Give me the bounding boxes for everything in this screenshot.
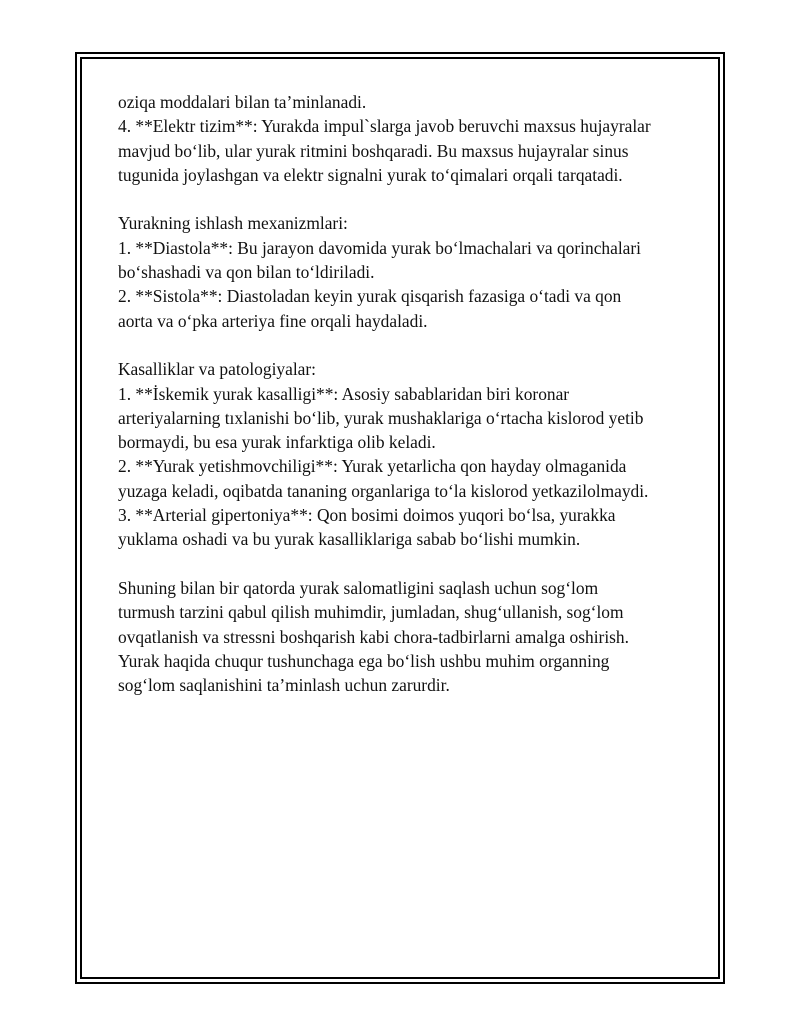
text-line: Shuning bilan bir qatorda yurak salomatligini saqlash uchun sog‘lom: [118, 577, 599, 598]
text-line: ovqatlanish va stressni boshqarish kabi chora-tadbirlarni amalga oshirish.: [118, 626, 629, 647]
text-line: turmush tarzini qabul qilish muhimdir, jumladan, shug‘ullanish, sog‘lom: [118, 602, 624, 623]
section-heading: Kasalliklar va patologiyalar:: [118, 359, 316, 380]
text-line: bormaydi, bu esa yurak infarktiga olib keladi.: [118, 432, 436, 453]
text-line: tugunida joylashgan va elektr signalni yurak to‘qimalari orqali tarqatadi.: [118, 164, 623, 185]
paragraph-spacer: [118, 187, 698, 211]
text-line: 3. **Arterial gipertoniya**: Qon bosimi doimos yuqori bo‘lsa, yurakka: [118, 505, 616, 526]
paragraph-spacer: [118, 552, 698, 576]
paragraph-heart-electrical-system: [118, 90, 698, 187]
text-line: 2. **Yurak yetishmovchiligi**: Yurak yetarlicha qon hayday olmaganida: [118, 456, 627, 477]
document-body: [118, 90, 698, 697]
text-line: 1. **Diastola**: Bu jarayon davomida yurak bo‘lmachalari va qorinchalari: [118, 237, 642, 258]
text-line: yuklama oshadi va bu yurak kasalliklariga sabab bo‘lishi mumkin.: [118, 529, 581, 550]
text-line: 4. **Elektr tizim**: Yurakda impul`slarga javob beruvchi maxsus hujayralar: [118, 116, 651, 137]
text-line: mavjud bo‘lib, ular yurak ritmini boshqaradi. Bu maxsus hujayralar sinus: [118, 140, 629, 161]
text-line: arteriyalarning tıxlanishi bo‘lib, yurak mushaklariga o‘rtacha kislorod yetib: [118, 407, 644, 428]
text-line: sog‘lom saqlanishini ta’minlash uchun zarurdir.: [118, 675, 450, 696]
paragraph-diseases: [118, 357, 698, 551]
text-line: yuzaga keladi, oqibatda tananing organlariga to‘la kislorod yetkazilolmaydi.: [118, 480, 649, 501]
paragraph-conclusion: [118, 576, 698, 697]
text-line: bo‘shashadi va qon bilan to‘ldiriladi.: [118, 262, 375, 283]
paragraph-heart-mechanisms: [118, 211, 698, 332]
paragraph-spacer: [118, 333, 698, 357]
text-line: oziqa moddalari bilan ta’minlanadi.: [118, 92, 367, 112]
text-line: 1. **İskemik yurak kasalligi**: Asosiy sabablaridan biri koronar: [118, 383, 570, 404]
text-line: Yurak haqida chuqur tushunchaga ega bo‘lish ushbu muhim organning: [118, 650, 610, 671]
section-heading: Yurakning ishlash mexanizmlari:: [118, 213, 348, 234]
text-line: aorta va o‘pka arteriya fine orqali haydaladi.: [118, 310, 428, 331]
text-line: 2. **Sistola**: Diastoladan keyin yurak qisqarish fazasiga o‘tadi va qon: [118, 286, 622, 307]
